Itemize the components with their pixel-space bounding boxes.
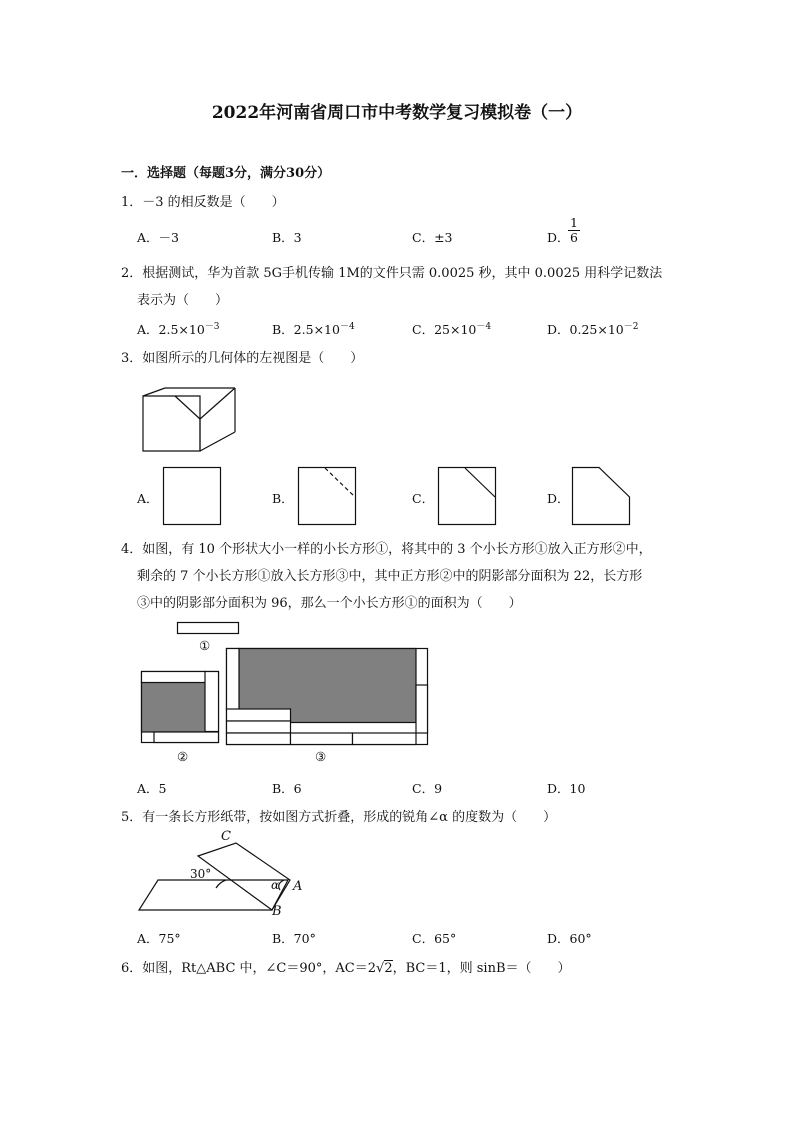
q2-option-b: B．$2.5\times 10^{-4}$ xyxy=(272,322,355,338)
q2-option-a: A．$2.5\times 10^{-3}$ xyxy=(137,322,220,338)
question-3-stem: 3．如图所示的几何体的左视图是（ ） xyxy=(121,351,364,366)
q4-square-figure xyxy=(141,671,219,743)
page-title: 2022年河南省周口市中考数学复习模拟卷（一） xyxy=(211,103,583,123)
q5-label-angle: 30° xyxy=(190,867,212,881)
q5-label-a: A xyxy=(293,879,303,894)
q3-option-a-figure xyxy=(163,467,221,525)
q1-option-c: C．±3 xyxy=(412,230,453,245)
q4-option-c: C．9 xyxy=(412,781,443,796)
q5-option-a: A．75° xyxy=(137,931,181,946)
q1-option-d: D． xyxy=(547,230,570,245)
section-heading: 一．选择题（每题3分，满分30分） xyxy=(121,166,331,181)
q4-option-a: A．5 xyxy=(137,781,167,796)
q4-label-1: ① xyxy=(199,638,211,653)
question-6-stem: 6．如图，Rt△ABC 中，∠C＝90°，AC＝2√2，BC＝1，则 sinB＝（ ） xyxy=(121,961,571,976)
q4-label-3: ③ xyxy=(315,749,327,764)
fraction-numerator: 1 xyxy=(570,215,578,230)
question-1-stem: 1．－3 的相反数是（ ） xyxy=(121,195,285,210)
q1-option-d-fraction xyxy=(568,216,580,245)
q3-option-c: C． xyxy=(412,491,435,506)
q1-option-b: B．3 xyxy=(272,230,302,245)
q2-option-c: C．$25\times 10^{-4}$ xyxy=(412,322,492,338)
q3-solid-figure xyxy=(140,387,240,452)
q4-small-rectangle-figure xyxy=(177,622,239,634)
q4-large-rectangle-figure xyxy=(226,648,429,745)
question-4-stem-line3: ③中的阴影部分面积为 96，那么一个小长方形①的面积为（ ） xyxy=(137,596,522,611)
question-5-stem: 5．有一条长方形纸带，按如图方式折叠，形成的锐角∠α 的度数为（ ） xyxy=(121,810,557,825)
q5-label-alpha: α xyxy=(271,878,280,892)
q5-option-c: C．65° xyxy=(412,931,457,946)
q3-option-c-figure xyxy=(438,467,496,525)
sqrt-icon: √ xyxy=(376,961,385,976)
q4-label-2: ② xyxy=(177,749,189,764)
question-2-stem-line1: 2．根据测试，华为首款 5G手机传输 1M的文件只需 0.0025 秒，其中 0.0025 用科学记数法 xyxy=(121,266,663,281)
q3-option-b-figure xyxy=(298,467,356,525)
q1-option-a: A．－3 xyxy=(137,230,179,245)
q5-option-b: B．70° xyxy=(272,931,316,946)
question-2-stem-line2: 表示为（ ） xyxy=(137,293,229,308)
q4-option-b: B．6 xyxy=(272,781,302,796)
q2-option-d: D．$0.25\times 10^{-2}$ xyxy=(547,322,639,338)
question-4-stem-line1: 4．如图，有 10 个形状大小一样的小长方形①，将其中的 3 个小长方形①放入正方形②中， xyxy=(121,542,652,557)
fraction-denominator: 6 xyxy=(568,230,580,245)
question-4-stem-line2: 剩余的 7 个小长方形①放入长方形③中，其中正方形②中的阴影部分面积为 22，长方形 xyxy=(137,569,643,584)
q5-label-b: B xyxy=(272,904,282,919)
q4-option-d: D．10 xyxy=(547,781,586,796)
q5-label-c: C xyxy=(221,829,231,844)
q3-option-b: B． xyxy=(272,491,294,506)
q3-option-d: D． xyxy=(547,491,570,506)
q3-option-a: A． xyxy=(137,491,159,506)
q5-option-d: D．60° xyxy=(547,931,592,946)
q3-option-d-figure xyxy=(572,467,630,525)
